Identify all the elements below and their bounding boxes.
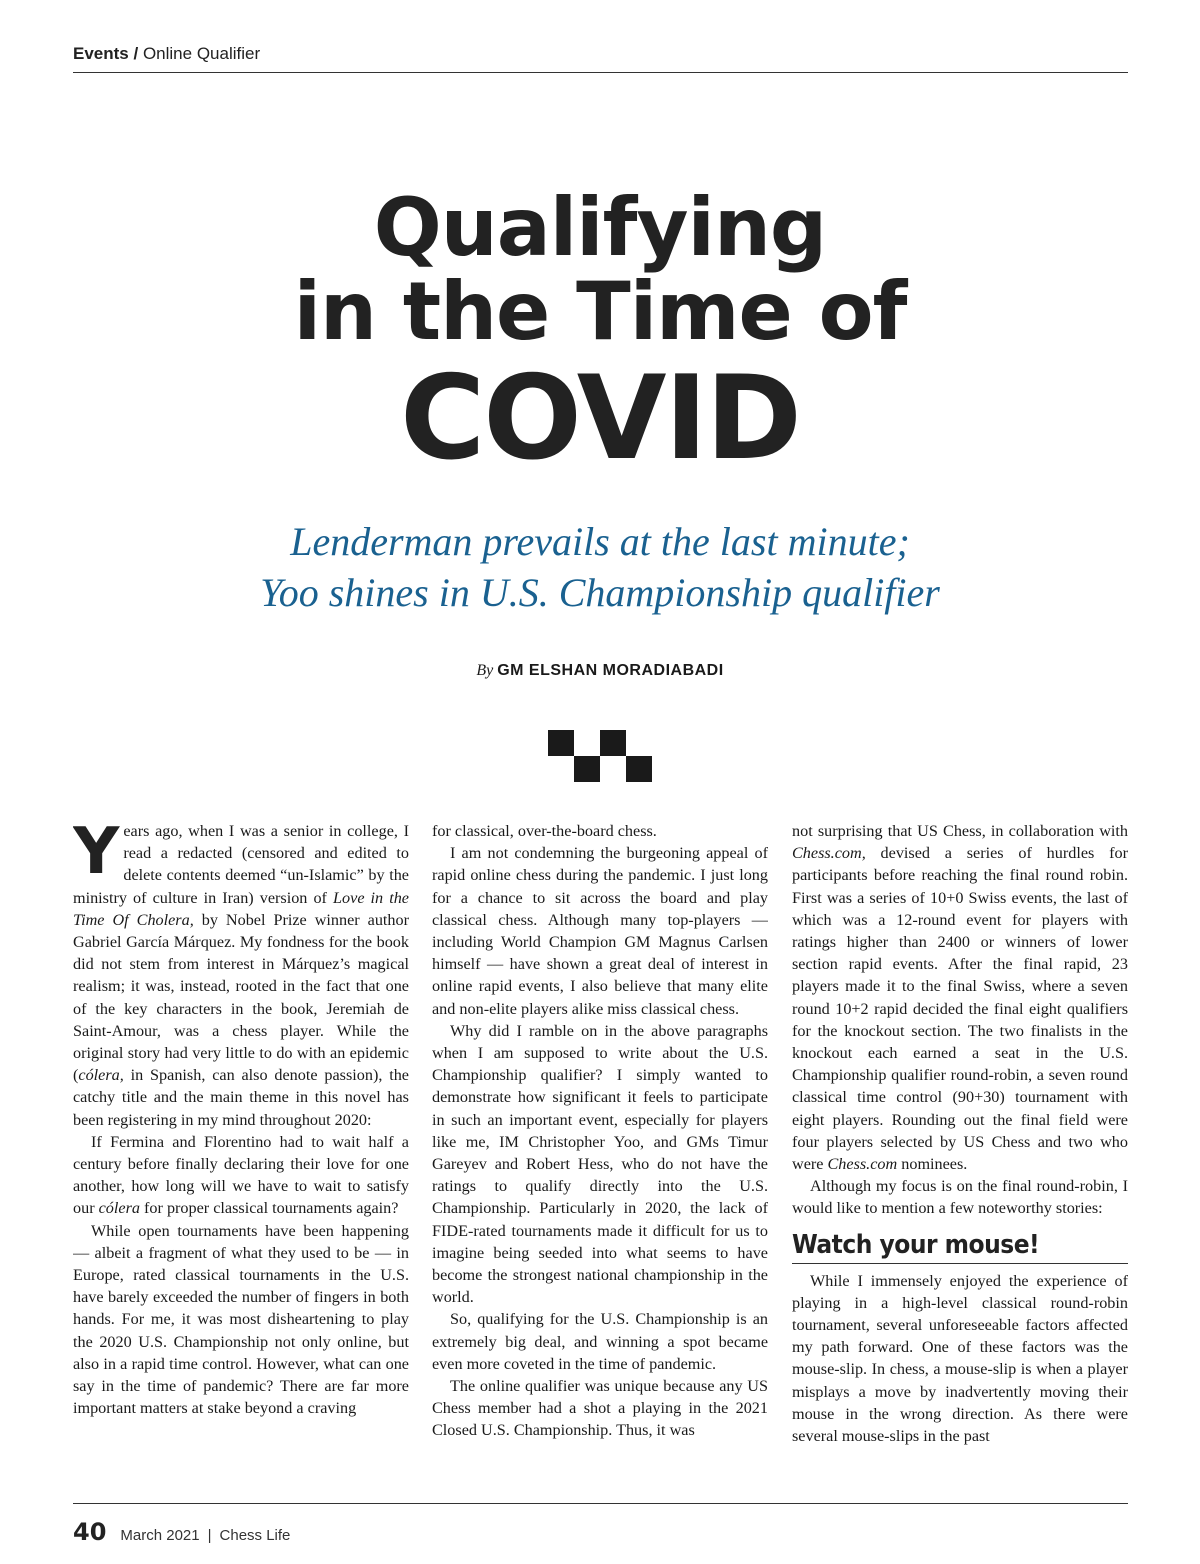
deck-line-2: Yoo shines in U.S. Championship qualifier	[260, 570, 940, 615]
paragraph: for classical, over-the-board chess.	[432, 822, 657, 840]
footer-rule	[73, 1503, 1128, 1504]
book-title: Love in the Time Of Cholera,	[73, 888, 409, 929]
page-number: 40	[73, 1518, 107, 1546]
header-separator: /	[133, 44, 139, 63]
footer-separator: |	[207, 1527, 212, 1544]
text-run: for proper classical tournaments again?	[139, 1199, 399, 1218]
text-run: nominees.	[897, 1155, 968, 1174]
checker-square	[600, 730, 626, 756]
column-3	[792, 820, 1128, 1488]
article-deck	[0, 516, 1200, 618]
byline-author: GM ELSHAN MORADIABADI	[497, 662, 724, 679]
paragraph: So, qualifying for the U.S. Championship is an extremely big deal, and winning a spot became even more coveted in the time of pandemic.	[432, 1310, 768, 1373]
issue-date: March 2021	[120, 1527, 200, 1544]
running-header	[73, 44, 1128, 73]
title-line-2: in the Time of	[293, 265, 907, 358]
column-2	[432, 820, 768, 1488]
paragraph	[792, 820, 1128, 1175]
checker-square	[548, 730, 574, 756]
publication-name: Chess Life	[219, 1527, 291, 1544]
paragraph: Although my focus is on the final round-robin, I would like to mention a few noteworthy stories:	[792, 1177, 1128, 1218]
checkerboard-ornament-icon	[548, 730, 652, 782]
paragraph: While I immensely enjoyed the experience of playing in a high-level classical round-robin tournament, several unforeseeable factors affected my path forward. One of these factors was the mouse-slip. In chess, a mouse-slip is when a player misplays a move by inadvertently moving their mouse in the wrong direction. As there were several mouse-slips in the past	[792, 1271, 1128, 1446]
text-run: not surprising that US Chess, in collaboration with	[792, 822, 1128, 840]
text-run: devised a series of hurdles for participants before reaching the final round robin. First was a series of 10+0 Swiss events, the last of which was a 12-round event for players with ratings higher than 2400 or winners of lower section rapid events. After the final rapid, 23 players made it to the final Swiss, where a seven round 10+2 rapid decided the final eight qualifiers for the knockout section. The two finalists in the knockout each earned a seat in the U.S. Championship qualifier round-robin, a seven round classical time control (90+30) tournament with eight players. Rounding out the final field were four players selected by US Chess and two who were	[792, 844, 1128, 1174]
byline	[0, 662, 1200, 680]
checker-square	[574, 756, 600, 782]
deck-line-1: Lenderman prevails at the last minute;	[290, 519, 910, 564]
paragraph	[73, 820, 409, 1131]
paragraph: While open tournaments have been happening — albeit a fragment of what they used to be — in Europe, rated classical tournaments in the U.S. have barely exceeded the number of fingers in both hands. For me, it was most disheartening to play the 2020 U.S. Championship not only online, but also in a rapid time control. However, what can one say in the time of pandemic? There are far more important matters at stake beyond a craving	[73, 1221, 409, 1418]
italic-term: Chess.com	[827, 1155, 898, 1174]
text-run: by Nobel Prize winner author Gabriel García Márquez. My fondness for the book did not stem from interest in Márquez’s magical realism; it was, instead, rooted in the fact that one of the key characters in the book, Jeremiah de Saint-Amour, was a chess player. While the original story had very little to do with an epidemic (	[73, 910, 409, 1085]
paragraph: The online qualifier was unique because any US Chess member had a shot a playing in the 2021 Closed U.S. Championship. Thus, it was	[432, 1377, 768, 1440]
drop-cap: Y	[73, 820, 120, 889]
text-run: in Spanish, can also denote passion), the catchy title and the main theme in this novel has been registering in my mind throughout 2020:	[73, 1066, 409, 1129]
title-line-1: Qualifying	[373, 181, 827, 274]
text-run: If Fermina and Florentino had to wait half a century before finally declaring their love for one another, how long will we have to wait to satisfy our	[73, 1132, 409, 1218]
title-line-3: COVID	[400, 351, 800, 486]
column-1	[73, 820, 409, 1488]
italic-term: Chess.com,	[792, 844, 866, 863]
text-run: ears ago, when I was a senior in college, I read a redacted (censored and edited to delete contents deemed “un-Islamic” by the ministry of culture in Iran) version of	[73, 822, 409, 907]
checker-square	[626, 756, 652, 782]
italic-term: cólera,	[78, 1066, 124, 1085]
section-subhead: Watch your mouse!	[792, 1230, 1128, 1264]
byline-by: By	[476, 662, 494, 679]
page-footer	[73, 1518, 290, 1546]
section-label: Events	[73, 44, 129, 63]
article-title	[0, 181, 1200, 486]
italic-term: cólera	[98, 1199, 140, 1218]
subsection-label: Online Qualifier	[142, 44, 261, 63]
paragraph: I am not condemning the burgeoning appeal of rapid online chess during the pandemic. I just long for a chance to sit across the board and play classical chess. Although many top-players — including World Champion GM Magnus Carlsen himself — have shown a great deal of interest in online rapid events, I also believe that many elite and non-elite players alike miss classical chess.	[432, 844, 768, 1018]
paragraph	[73, 1131, 409, 1220]
paragraph: Why did I ramble on in the above paragraphs when I am supposed to write about the U.S. Championship qualifier? I simply wanted to demonstrate how significant it feels to participate in such an important event, especially for players like me, IM Christopher Yoo, and GMs Timur Gareyev and Robert Hess, who do not have the ratings to qualify directly into the U.S. Championship. Particularly in 2020, the lack of FIDE-rated tournaments made it difficult for us to imagine being seeded into what seems to have become the strongest national championship in the world.	[432, 1021, 768, 1307]
